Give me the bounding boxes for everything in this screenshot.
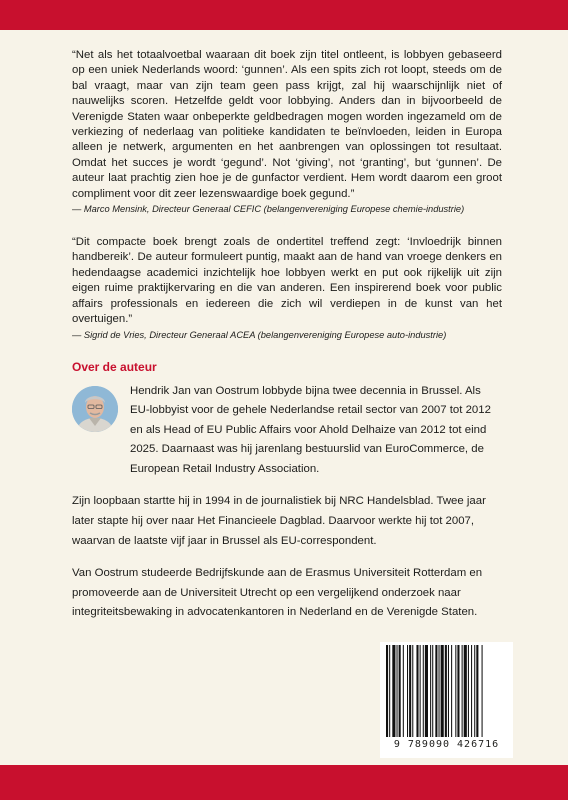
isbn-number: 9 789090 426716 [393,739,500,750]
author-intro [72,382,502,480]
bottom-red-band [0,765,568,800]
back-cover-text [72,48,502,623]
quote-de-vries: “Dit compacte boek brengt zoals de ondertitel treffend zegt: ‘Invloedrijk binnen handbereik’. De auteur formuleert puntig, maakt aan de hand van vroege denkers en hedendaagse academici inzichtelijk hoe lobbyen werkt en put ook rijkelijk uit zijn eigen ruime praktijkervaring en die van anderen. Een inspirerend boek voor public affairs professionals en iedereen die zich wil verdiepen in de kunst van het overtuigen.” [72,236,502,326]
isbn-barcode [380,642,513,758]
author-section-heading: Over de auteur [72,359,157,374]
quote-mensink-attribution: — Marco Mensink, Directeur Generaal CEFIC (belangenvereniging Europese chemie-industrie) [72,204,465,215]
quote-mensink: “Net als het totaalvoetbal waaraan dit boek zijn titel ontleent, is lobbyen gebaseerd op een uniek Nederlands woord: ‘gunnen’. Als een spits zich rot loopt, steeds om de bal vraagt, maar van zijn team geen pass krijgt, zal hij waarschijnlijk niet of nauwelijks scoren. Hetzelfde geldt voor lobbying. Anders dan in bijvoorbeeld de Verenigde Staten waar onbeperkte geldbedragen mogen worden ingezameld om de verkiezing of nederlaag van politieke kandidaten te beïnvloeden, leiden in Europa alleen je netwerk, argumenten en het aanbrengen van oplossingen tot resultaat. Omdat het succes je wordt ‘gegund’. Not ‘giving’, not ‘granting’, but ‘gunnen’. De auteur laat prachtig zien hoe je de gunfactor verdient. Hem wordt daarom een groot compliment voor dit zeer lezenswaardige boek gegund.” [72,49,502,200]
author-photo [72,386,118,432]
author-bio-paragraph-2: Zijn loopbaan startte hij in 1994 in de journalistiek bij NRC Handelsblad. Twee jaar later stapte hij over naar Het Financieele Dagblad. Daarvoor werkte hij tot 2007, waarvan de laatste vijf jaar in Brussel als EU-correspondent. [72,495,486,547]
author-bio-paragraph-3: Van Oostrum studeerde Bedrijfskunde aan de Erasmus Universiteit Rotterdam en promoveerde aan de Universiteit Utrecht op een vergelijkend onderzoek naar integriteitsbewaking in advocatenkantoren in Nederland en de Verenigde Staten. [72,567,483,619]
top-red-band [0,0,568,30]
author-bio-paragraph-1: Hendrik Jan van Oostrum lobbyde bijna twee decennia in Brussel. Als EU-lobbyist voor de gehele Nederlandse retail sector van 2007 tot 2012 en als Head of EU Public Affairs voor Ahold Delhaize van 2012 tot eind 2025. Daarnaast was hij jarenlang bestuurslid van EuroCommerce, de European Retail Industry Association. [130,384,491,475]
author-portrait-icon [72,386,118,432]
quote-de-vries-attribution: — Sigrid de Vries, Directeur Generaal ACEA (belangenvereniging Europese auto-industrie) [72,329,447,340]
barcode-bars-icon [380,642,513,738]
